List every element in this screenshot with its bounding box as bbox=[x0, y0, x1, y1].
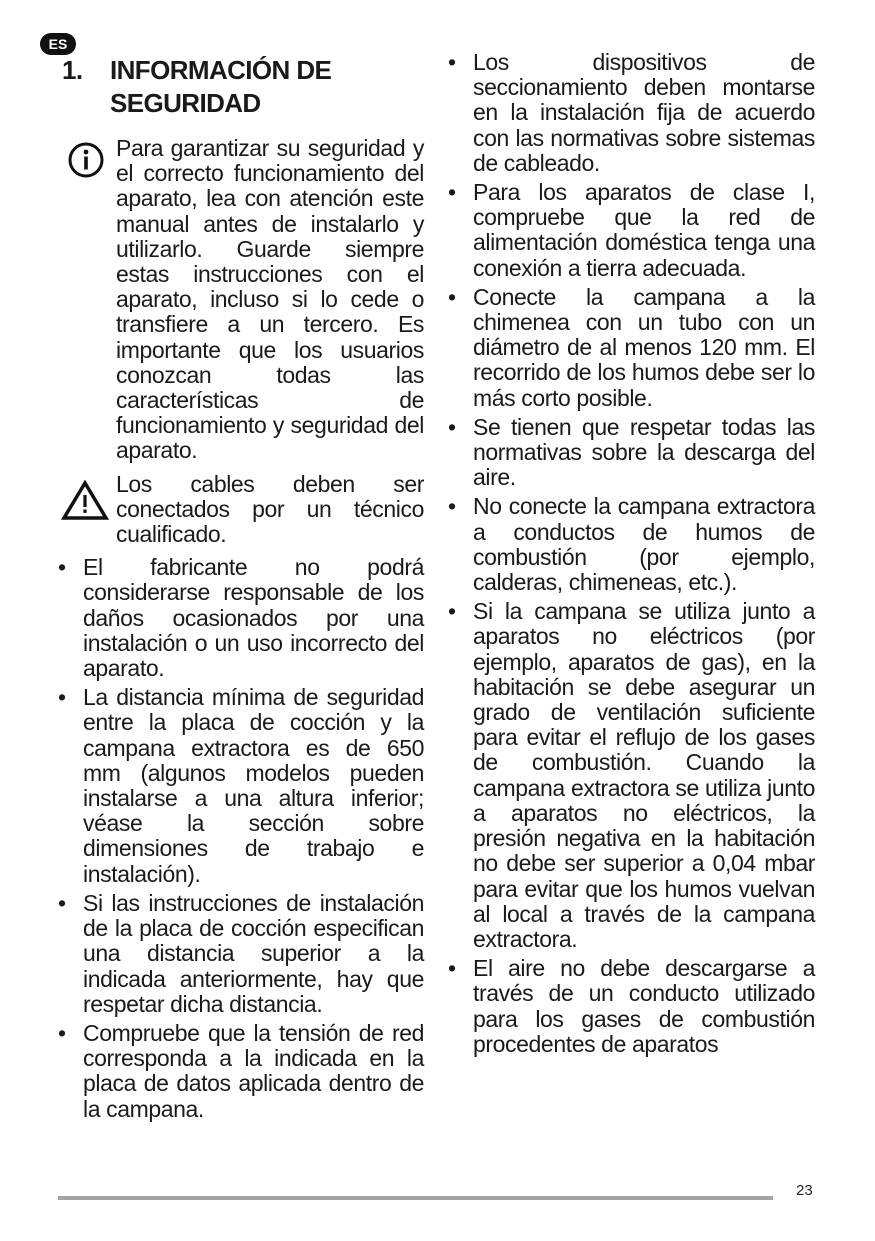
right-column bbox=[448, 50, 815, 1061]
warning-notice bbox=[58, 472, 424, 548]
list-item: • No conecte la campana extractora a conductos de humos de combustión (por ejemplo, calderas, chimeneas, etc.). bbox=[448, 494, 815, 595]
section-title: INFORMACIÓN DE SEGURIDAD bbox=[110, 55, 332, 118]
warning-icon bbox=[61, 480, 109, 522]
list-item: • Para los aparatos de clase I, compruebe que la red de alimentación doméstica tenga una conexión a tierra adecuada. bbox=[448, 180, 815, 281]
list-item: • Si la campana se utiliza junto a aparatos no eléctricos (por ejemplo, aparatos de gas), en la habitación se debe asegurar un grado de ventilación suficiente para evitar el reflujo de los gases de combustión. Cuando la campana extractora se utiliza junto a aparatos no eléctricos, la presión negativa en la habitación no debe ser superior a 0,04 mbar para evitar que los humos vuelvan al local a través de la campana extractora. bbox=[448, 599, 815, 952]
section-number: 1. bbox=[62, 55, 83, 85]
list-item: • Se tienen que respetar todas las normativas sobre la descarga del aire. bbox=[448, 415, 815, 491]
list-item: • Conecte la campana a la chimenea con un tubo con un diámetro de al menos 120 mm. El recorrido de los humos debe ser lo más corto posible. bbox=[448, 285, 815, 411]
info-notice bbox=[58, 136, 424, 464]
list-item: • Si las instrucciones de instalación de la placa de cocción especifican una distancia superior a la indicada anteriormente, hay que respetar dicha distancia. bbox=[58, 891, 424, 1017]
left-column bbox=[58, 50, 424, 1126]
page-number: 23 bbox=[796, 1182, 813, 1199]
list-item: • El fabricante no podrá considerarse responsable de los daños ocasionados por una instalación o un uso incorrecto del aparato. bbox=[58, 555, 424, 681]
list-item: • El aire no debe descargarse a través de un conducto utilizado para los gases de combustión procedentes de aparatos bbox=[448, 956, 815, 1057]
list-item: • Los dispositivos de seccionamiento deben montarse en la instalación fija de acuerdo con las normativas sobre sistemas de cableado. bbox=[448, 50, 815, 176]
warning-notice-text: Los cables deben ser conectados por un técnico cualificado. bbox=[116, 470, 424, 548]
footer-rule bbox=[58, 1196, 773, 1200]
info-icon bbox=[66, 140, 106, 180]
list-item: • Compruebe que la tensión de red corresponda a la indicada en la placa de datos aplicada dentro de la campana. bbox=[58, 1021, 424, 1122]
section-heading bbox=[58, 54, 424, 120]
list-item: • La distancia mínima de seguridad entre la placa de cocción y la campana extractora es de 650 mm (algunos modelos pueden instalarse a una altura inferior; véase la sección sobre dimensiones de trabajo e instalación). bbox=[58, 685, 424, 887]
language-badge: ES bbox=[40, 33, 76, 55]
left-bullet-list bbox=[58, 555, 424, 1121]
info-notice-text: Para garantizar su seguridad y el correcto funcionamiento del aparato, lea con atención este manual antes de instalarlo y utilizarlo. Guarde siempre estas instrucciones con el aparato, incluso si lo cede o transfiere a un tercero. Es importante que los usuarios conozcan todas las características de funcionamiento y seguridad del aparato. bbox=[116, 135, 424, 464]
right-bullet-list bbox=[448, 50, 815, 1057]
